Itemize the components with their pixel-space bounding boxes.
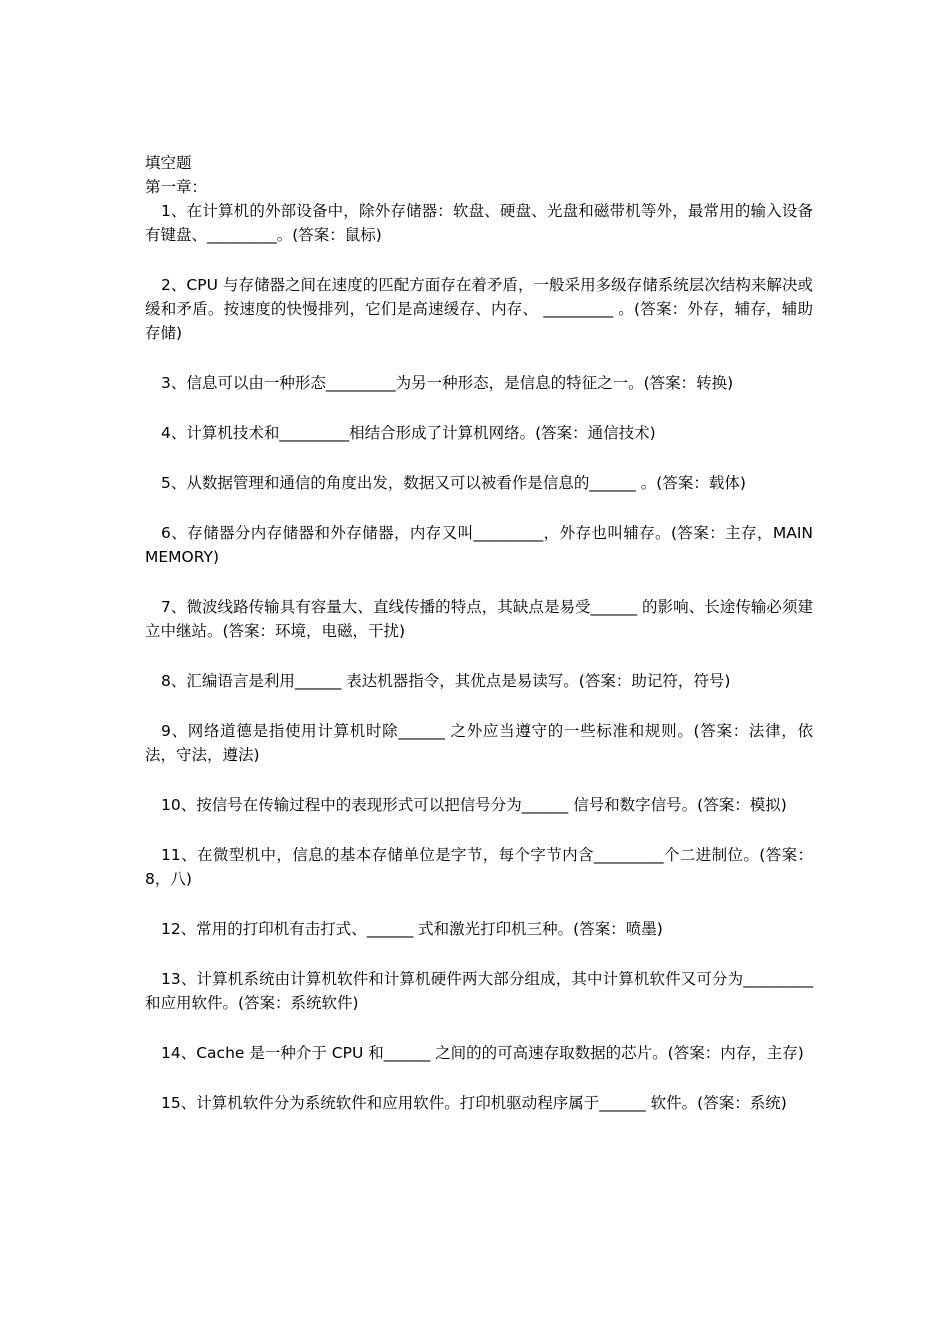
question-item: 15、计算机软件分为系统软件和应用软件。打印机驱动程序属于______ 软件。(答案：系统) (161, 1094, 787, 1112)
question-item: 4、计算机技术和_________相结合形成了计算机网络。(答案：通信技术) (161, 424, 656, 442)
section-title: 填空题 (145, 154, 192, 172)
question-item: 8、汇编语言是利用______ 表达机器指令，其优点是易读写。(答案：助记符，符号) (161, 672, 731, 690)
chapter-heading: 第一章： (145, 178, 208, 196)
question-item: 11、在微型机中，信息的基本存储单位是字节，每个字节内含_________个二进制位。(答案：8，八) (145, 846, 813, 888)
question-item: 5、从数据管理和通信的角度出发，数据又可以被看作是信息的______ 。(答案：载体) (161, 474, 746, 492)
question-item: 2、CPU 与存储器之间在速度的匹配方面存在着矛盾，一般采用多级存储系统层次结构来解决或缓和矛盾。按速度的快慢排列，它们是高速缓存、内存、 _________ 。(答案：外存，辅存，辅助存储) (145, 276, 813, 342)
document-page (145, 151, 818, 1115)
question-item: 13、计算机系统由计算机软件和计算机硬件两大部分组成，其中计算机软件又可分为_________ 和应用软件。(答案：系统软件) (145, 970, 818, 1012)
question-item: 7、微波线路传输具有容量大、直线传播的特点，其缺点是易受______ 的影响、长途传输必须建立中继站。(答案：环境，电磁，干扰) (145, 598, 813, 640)
question-item: 6、存储器分内存储器和外存储器，内存又叫_________，外存也叫辅存。(答案：主存，MAIN MEMORY) (145, 524, 818, 566)
question-item: 14、Cache 是一种介于 CPU 和______ 之间的的可高速存取数据的芯片。(答案：内存，主存) (161, 1044, 804, 1062)
question-item: 3、信息可以由一种形态_________为另一种形态，是信息的特征之一。(答案：转换) (161, 374, 734, 392)
question-item: 12、常用的打印机有击打式、______ 式和激光打印机三种。(答案：喷墨) (161, 920, 663, 938)
question-item: 1、在计算机的外部设备中，除外存储器：软盘、硬盘、光盘和磁带机等外，最常用的输入设备有键盘、_________。(答案：鼠标) (145, 202, 813, 244)
question-list (145, 199, 818, 1115)
question-item: 9、网络道德是指使用计算机时除______ 之外应当遵守的一些标准和规则。(答案：法律，依法，守法，遵法) (145, 722, 813, 764)
question-item: 10、按信号在传输过程中的表现形式可以把信号分为______ 信号和数字信号。(答案：模拟) (161, 796, 787, 814)
